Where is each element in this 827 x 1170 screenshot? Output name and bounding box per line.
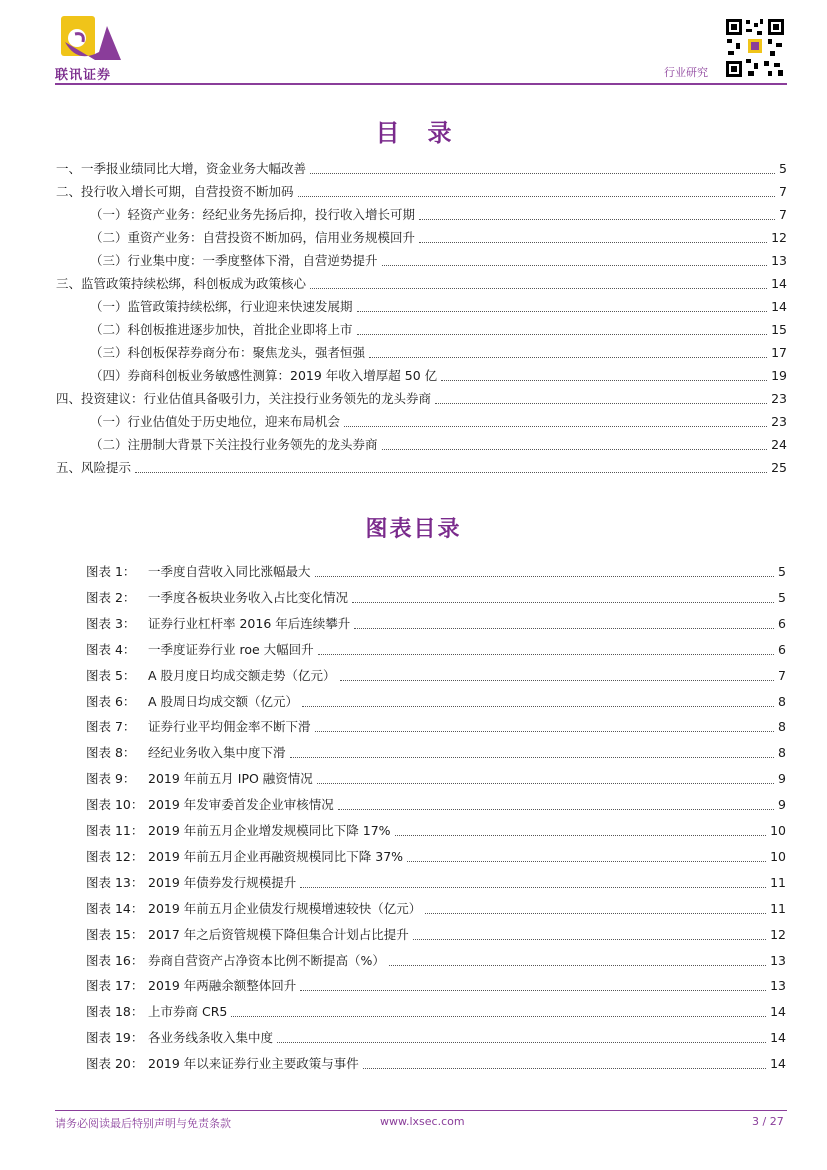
dot-leader (413, 939, 766, 940)
figure-entry-page: 9 (778, 797, 786, 812)
dot-leader (135, 472, 767, 473)
figure-entry-page: 8 (778, 694, 786, 709)
figure-entry[interactable] (86, 1003, 786, 1021)
figure-entry-page: 10 (770, 823, 786, 838)
figure-entry-page: 5 (778, 590, 786, 605)
figure-entry-number: 图表 2： (86, 590, 136, 605)
figure-entry-label: 2019 年债券发行规模提升 (148, 875, 297, 890)
dot-leader (419, 219, 775, 220)
figure-entry-number: 图表 7： (86, 719, 136, 734)
figure-entry-page: 10 (770, 849, 786, 864)
dot-leader (382, 265, 768, 266)
figure-entry-page: 9 (778, 771, 786, 786)
toc-entry[interactable] (90, 321, 787, 339)
toc-entry-page: 19 (771, 368, 787, 383)
figure-entry-page: 7 (778, 668, 786, 683)
figure-entry-number: 图表 9： (86, 771, 136, 786)
toc-entry-page: 7 (779, 184, 787, 199)
toc-entry[interactable] (56, 459, 787, 477)
figure-entry-label: 2019 年前五月企业再融资规模同比下降 37% (148, 849, 404, 864)
dot-leader (369, 357, 767, 358)
toc-entry[interactable] (56, 160, 787, 178)
dot-leader (357, 311, 768, 312)
section-label: 行业研究 (664, 66, 708, 79)
figure-entry[interactable] (86, 822, 786, 840)
figure-entry[interactable] (86, 641, 786, 659)
toc-entry[interactable] (90, 298, 787, 316)
figure-entry-label: 2019 年发审委首发企业审核情况 (148, 797, 334, 812)
header-divider (55, 83, 787, 85)
figure-entry-number: 图表 16： (86, 953, 144, 968)
toc-entry-page: 23 (771, 391, 787, 406)
figure-entry-page: 8 (778, 745, 786, 760)
toc-entry-label: （一）监管政策持续松绑，行业迎来快速发展期 (90, 299, 353, 314)
figure-entry-number: 图表 13： (86, 875, 144, 890)
dot-leader (363, 1068, 766, 1069)
figure-entry-label: 2019 年前五月企业债发行规模增速较快（亿元） (148, 901, 422, 916)
figure-entry-page: 8 (778, 719, 786, 734)
figure-entry-label: 2019 年两融余额整体回升 (148, 978, 297, 993)
figure-entry-label: 2019 年以来证券行业主要政策与事件 (148, 1056, 359, 1071)
dot-leader (354, 628, 774, 629)
figure-entry-number: 图表 10： (86, 797, 144, 812)
figure-entry[interactable] (86, 874, 786, 892)
figure-entry[interactable] (86, 563, 786, 581)
toc-entry-label: 一、一季报业绩同比大增，资金业务大幅改善 (56, 161, 307, 176)
qr-code-icon (724, 17, 786, 79)
toc-entry-page: 15 (771, 322, 787, 337)
figure-entry-label: 证券行业平均佣金率不断下滑 (148, 719, 311, 734)
figure-entry-page: 13 (770, 978, 786, 993)
brand-name: 联讯证券 (55, 68, 112, 83)
dot-leader (298, 196, 776, 197)
figure-entry-number: 图表 19： (86, 1030, 144, 1045)
dot-leader (395, 835, 767, 836)
figure-entry-label: 2019 年前五月企业增发规模同比下降 17% (148, 823, 391, 838)
toc-entry-page: 24 (771, 437, 787, 452)
toc-entry-label: （二）注册制大背景下关注投行业务领先的龙头券商 (90, 437, 378, 452)
dot-leader (317, 783, 774, 784)
dot-leader (419, 242, 767, 243)
toc-entry[interactable] (90, 436, 787, 454)
figure-entry-number: 图表 8： (86, 745, 136, 760)
dot-leader (435, 403, 767, 404)
toc-entry[interactable] (56, 390, 787, 408)
toc-entry-label: （一）轻资产业务：经纪业务先扬后抑，投行收入增长可期 (90, 207, 416, 222)
figure-entry-number: 图表 11： (86, 823, 144, 838)
toc-entry-label: 二、投行收入增长可期，自营投资不断加码 (56, 184, 294, 199)
toc-entry-label: 五、风险提示 (56, 460, 132, 475)
figure-entry-page: 14 (770, 1030, 786, 1045)
dot-leader (302, 706, 774, 707)
page-header (0, 0, 827, 90)
figure-entry[interactable] (86, 718, 786, 736)
figure-entry-number: 图表 4： (86, 642, 136, 657)
figure-entry-number: 图表 3： (86, 616, 136, 631)
figure-entry-page: 13 (770, 953, 786, 968)
toc-entry-page: 13 (771, 253, 787, 268)
dot-leader (340, 680, 775, 681)
figure-entry-page: 14 (770, 1004, 786, 1019)
toc-entry-page: 7 (779, 207, 787, 222)
figure-entry-label: 一季度自营收入同比涨幅最大 (148, 564, 311, 579)
toc-entry-page: 14 (771, 299, 787, 314)
figure-entry-number: 图表 12： (86, 849, 144, 864)
figure-entry-number: 图表 20： (86, 1056, 144, 1071)
toc-entry[interactable] (90, 413, 787, 431)
figure-entry-label: 一季度各板块业务收入占比变化情况 (148, 590, 349, 605)
figure-entry[interactable] (86, 796, 786, 814)
figure-entry[interactable] (86, 1029, 786, 1047)
toc-entry[interactable] (90, 344, 787, 362)
dot-leader (425, 913, 766, 914)
figure-entry-page: 6 (778, 642, 786, 657)
figure-entry-label: A 股月度日均成交额走势（亿元） (148, 668, 336, 683)
dot-leader (407, 861, 766, 862)
figure-entry-label: 证券行业杠杆率 2016 年后连续攀升 (148, 616, 351, 631)
dot-leader (357, 334, 768, 335)
footer-website[interactable]: www.lxsec.com (380, 1115, 465, 1128)
dot-leader (389, 965, 766, 966)
figure-entry-number: 图表 6： (86, 694, 136, 709)
toc-entry-page: 5 (779, 161, 787, 176)
footer-page-number: 3 / 27 (752, 1115, 784, 1128)
figure-entry[interactable] (86, 615, 786, 633)
toc-entry-page: 12 (771, 230, 787, 245)
toc-entry[interactable] (90, 252, 787, 270)
toc-entry-page: 17 (771, 345, 787, 360)
figure-list-title: 图表目录 (365, 516, 462, 542)
toc-title: 目录 (375, 118, 480, 147)
dot-leader (338, 809, 774, 810)
dot-leader (344, 426, 767, 427)
figure-entry-label: 2017 年之后资管规模下降但集合计划占比提升 (148, 927, 409, 942)
figure-entry[interactable] (86, 1055, 786, 1073)
toc-entry-label: （三）行业集中度：一季度整体下滑，自营逆势提升 (90, 253, 378, 268)
figure-entry[interactable] (86, 952, 786, 970)
figure-entry-label: 2019 年前五月 IPO 融资情况 (148, 771, 313, 786)
figure-entry-page: 12 (770, 927, 786, 942)
footer-divider (55, 1110, 787, 1111)
dot-leader (300, 990, 766, 991)
dot-leader (441, 380, 767, 381)
figure-entry-label: 各业务线条收入集中度 (148, 1030, 274, 1045)
figure-entry-label: 经纪业务收入集中度下滑 (148, 745, 286, 760)
dot-leader (231, 1016, 766, 1017)
toc-entry[interactable] (90, 206, 787, 224)
figure-entry-page: 11 (770, 901, 786, 916)
figure-entry[interactable] (86, 744, 786, 762)
toc-entry-label: （二）科创板推进逐步加快，首批企业即将上市 (90, 322, 353, 337)
figure-entry-label: A 股周日均成交额（亿元） (148, 694, 299, 709)
toc-entry[interactable] (56, 275, 787, 293)
toc-entry[interactable] (90, 367, 787, 385)
figure-entry[interactable] (86, 693, 786, 711)
dot-leader (315, 576, 775, 577)
toc-entry-page: 25 (771, 460, 787, 475)
dot-leader (352, 602, 774, 603)
figure-entry-number: 图表 17： (86, 978, 144, 993)
figure-entry-number: 图表 15： (86, 927, 144, 942)
figure-entry[interactable] (86, 589, 786, 607)
figure-entry-label: 一季度证券行业 roe 大幅回升 (148, 642, 314, 657)
figure-entry[interactable] (86, 977, 786, 995)
dot-leader (315, 731, 775, 732)
figure-entry[interactable] (86, 667, 786, 685)
dot-leader (300, 887, 766, 888)
toc-entry-page: 14 (771, 276, 787, 291)
figure-entry-page: 6 (778, 616, 786, 631)
dot-leader (290, 757, 775, 758)
dot-leader (382, 449, 768, 450)
figure-entry-number: 图表 5： (86, 668, 136, 683)
toc-entry[interactable] (90, 229, 787, 247)
toc-entry-label: （一）行业估值处于历史地位，迎来布局机会 (90, 414, 341, 429)
figure-entry-page: 11 (770, 875, 786, 890)
toc-entry-page: 23 (771, 414, 787, 429)
figure-entry-label: 券商自营资产占净资本比例不断提高（%） (148, 953, 385, 968)
dot-leader (310, 173, 775, 174)
figure-entry[interactable] (86, 848, 786, 866)
figure-entry-page: 14 (770, 1056, 786, 1071)
toc-entry-label: 三、监管政策持续松绑，科创板成为政策核心 (56, 276, 307, 291)
toc-entry-label: 四、投资建议：行业估值具备吸引力，关注投行业务领先的龙头券商 (56, 391, 432, 406)
figure-entry-page: 5 (778, 564, 786, 579)
figure-entry[interactable] (86, 770, 786, 788)
toc-entry-label: （四）券商科创板业务敏感性测算：2019 年收入增厚超 50 亿 (90, 368, 438, 383)
figure-entry[interactable] (86, 900, 786, 918)
figure-entry-number: 图表 14： (86, 901, 144, 916)
figure-entry-number: 图表 1： (86, 564, 136, 579)
figure-entry-number: 图表 18： (86, 1004, 144, 1019)
toc-entry[interactable] (56, 183, 787, 201)
dot-leader (310, 288, 767, 289)
figure-entry[interactable] (86, 926, 786, 944)
toc-entry-label: （三）科创板保荐券商分布：聚焦龙头，强者恒强 (90, 345, 366, 360)
footer-disclaimer: 请务必阅读最后特别声明与免责条款 (55, 1117, 231, 1130)
dot-leader (318, 654, 774, 655)
figure-entry-label: 上市券商 CR5 (148, 1004, 228, 1019)
toc-entry-label: （二）重资产业务：自营投资不断加码，信用业务规模回升 (90, 230, 416, 245)
dot-leader (277, 1042, 766, 1043)
